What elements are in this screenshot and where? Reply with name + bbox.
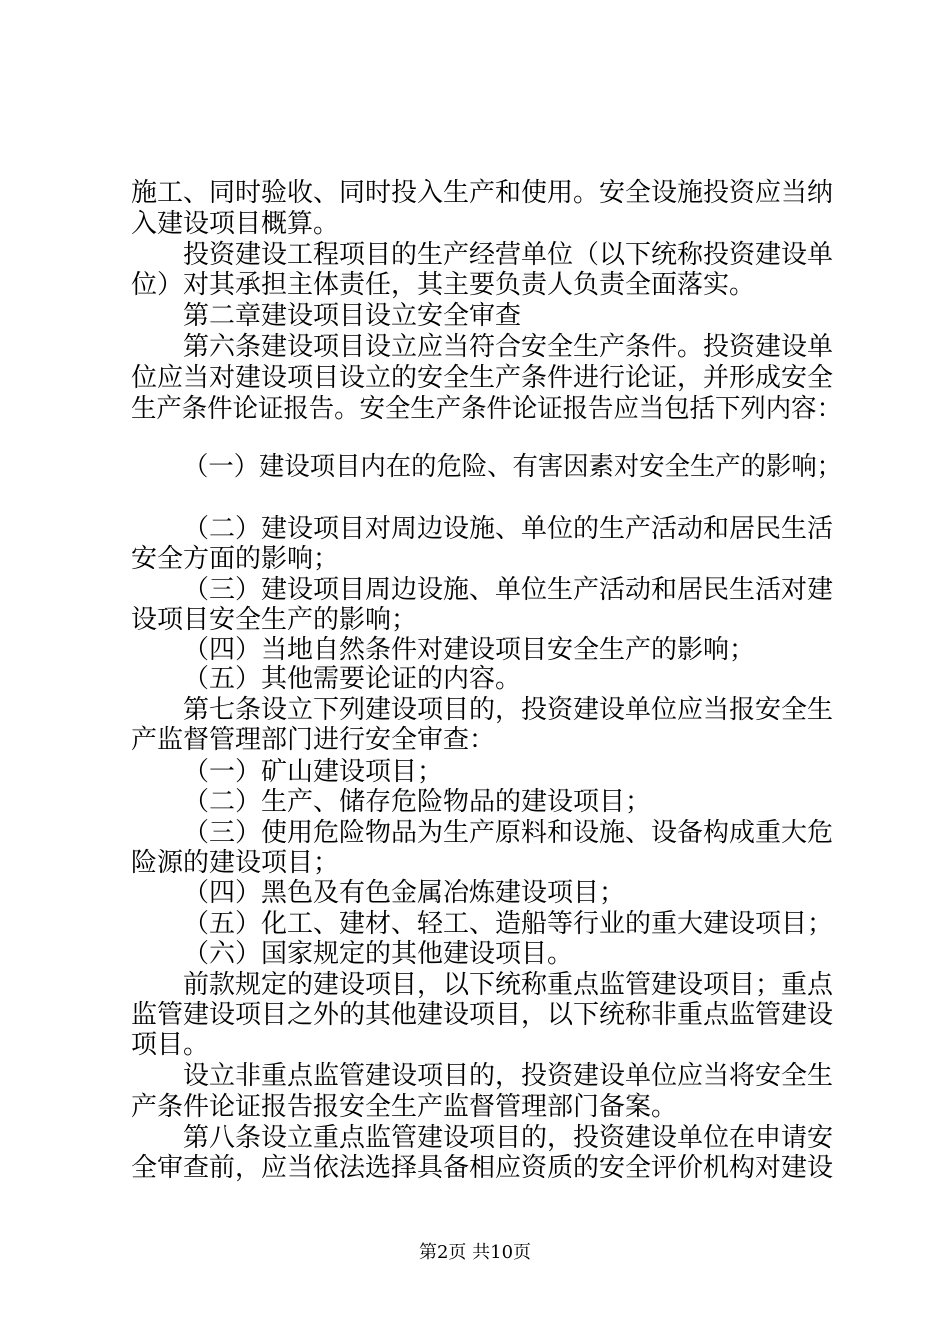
text-line: 投资建设工程项目的生产经营单位（以下统称投资建设单 bbox=[183, 240, 834, 270]
text-line: 施工、同时验收、同时投入生产和使用。安全设施投资应当纳 bbox=[131, 178, 834, 208]
text-line: 生产条件论证报告。安全生产条件论证报告应当包括下列内容： bbox=[131, 394, 842, 424]
section-heading: 第二章建设项目设立安全审查 bbox=[183, 301, 522, 331]
page-number: 第2页 共10页 bbox=[418, 1242, 532, 1263]
list-item: （五）其他需要论证的内容。 bbox=[183, 664, 522, 694]
text-line: 全审查前，应当依法选择具备相应资质的安全评价机构对建设 bbox=[131, 1153, 834, 1183]
text-line: 位）对其承担主体责任，其主要负责人负责全面落实。 bbox=[131, 270, 756, 300]
text-line: 项目。 bbox=[131, 1030, 210, 1060]
text-line: 险源的建设项目； bbox=[131, 848, 340, 878]
text-line: 入建设项目概算。 bbox=[131, 209, 340, 239]
list-item: （四）黑色及有色金属冶炼建设项目； bbox=[183, 878, 626, 908]
text-line: 第八条设立重点监管建设项目的，投资建设单位在申请安 bbox=[183, 1123, 834, 1153]
text-line: 设立非重点监管建设项目的，投资建设单位应当将安全生 bbox=[183, 1061, 834, 1091]
text-line: 安全方面的影响； bbox=[131, 544, 340, 574]
text-line: 第七条设立下列建设项目的，投资建设单位应当报安全生 bbox=[183, 695, 834, 725]
text-line: 前款规定的建设项目，以下统称重点监管建设项目；重点 bbox=[183, 970, 834, 1000]
list-item: （二）建设项目对周边设施、单位的生产活动和居民生活 bbox=[183, 514, 834, 544]
text-line: 产条件论证报告报安全生产监督管理部门备案。 bbox=[131, 1092, 678, 1122]
text-line: 第六条建设项目设立应当符合安全生产条件。投资建设单 bbox=[183, 332, 834, 362]
text-line: 位应当对建设项目设立的安全生产条件进行论证，并形成安全 bbox=[131, 363, 834, 393]
list-item: （三）使用危险物品为生产原料和设施、设备构成重大危 bbox=[183, 818, 834, 848]
list-item: （四）当地自然条件对建设项目安全生产的影响； bbox=[183, 635, 756, 665]
text-line: 设项目安全生产的影响； bbox=[131, 605, 418, 635]
list-item: （二）生产、储存危险物品的建设项目； bbox=[183, 787, 652, 817]
list-item: （六）国家规定的其他建设项目。 bbox=[183, 939, 574, 969]
text-line: 监管建设项目之外的其他建设项目，以下统称非重点监管建设 bbox=[131, 1000, 834, 1030]
list-item: （三）建设项目周边设施、单位生产活动和居民生活对建 bbox=[183, 575, 834, 605]
list-item: （一）建设项目内在的危险、有害因素对安全生产的影响； bbox=[183, 452, 843, 482]
list-item: （五）化工、建材、轻工、造船等行业的重大建设项目； bbox=[183, 909, 834, 939]
list-item: （一）矿山建设项目； bbox=[183, 757, 444, 787]
text-line: 产监督管理部门进行安全审查： bbox=[131, 725, 496, 755]
